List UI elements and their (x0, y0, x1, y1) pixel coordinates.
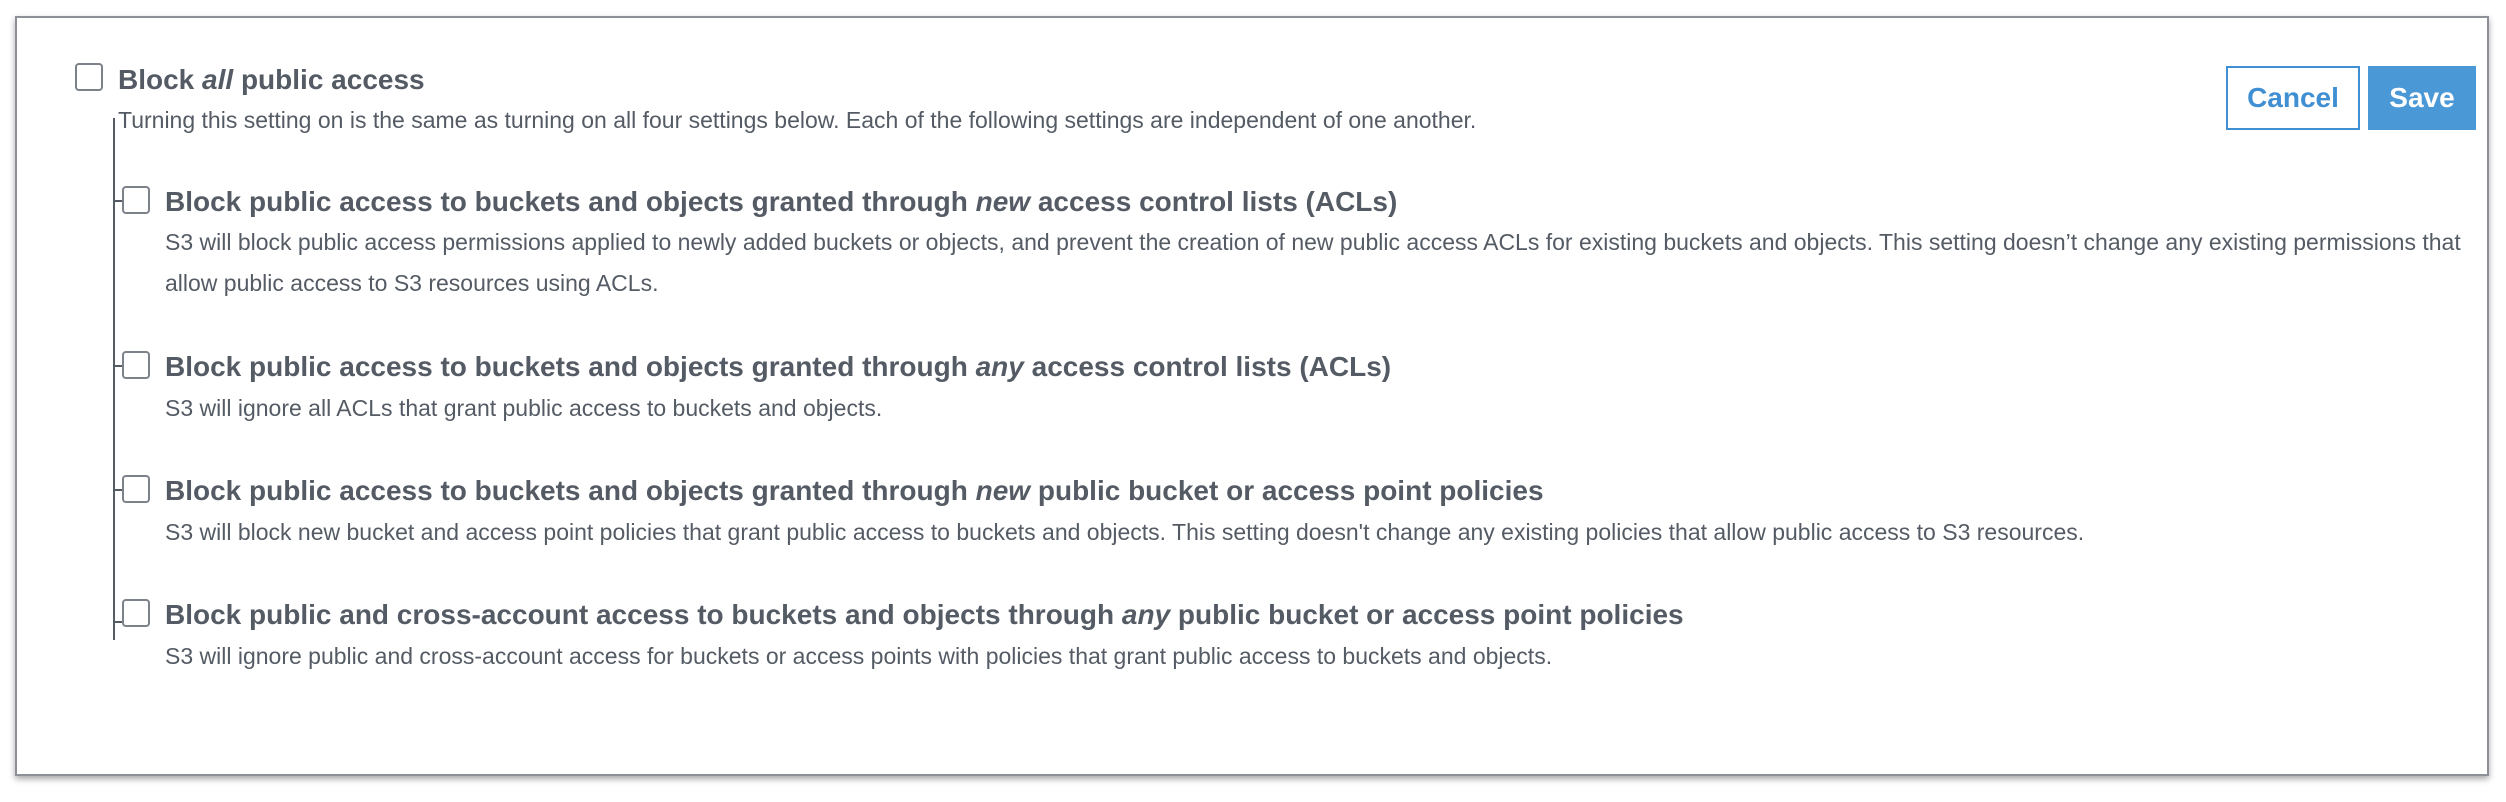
title-emphasis: new (975, 186, 1031, 217)
title-text: public bucket or access point policies (1030, 475, 1544, 506)
cancel-button[interactable]: Cancel (2226, 66, 2360, 130)
title-emphasis: any (975, 351, 1024, 382)
block-new-acls-description: S3 will block public access permissions applied to newly added buckets or objects, and prevent the creation of new public access ACLs for existing buckets and objects. This setting doesn’t change any existing permissions that allow public access to S3 resources using ACLs. (165, 229, 2461, 296)
title-text: Block public access to buckets and objects granted through (165, 475, 976, 506)
block-any-acls-checkbox[interactable] (122, 351, 150, 379)
block-any-policies-description: S3 will ignore public and cross-account access for buckets or access points with policies that grant public access to buckets and objects. (165, 643, 1553, 669)
block-all-public-access-description: Turning this setting on is the same as turning on all four settings below. Each of the following settings are independent of one another. (118, 107, 1477, 133)
block-new-policies-title (165, 474, 1544, 508)
title-text: Block (118, 64, 203, 95)
title-text: Block public access to buckets and objects granted through (165, 186, 976, 217)
title-text: public access (233, 64, 425, 95)
block-new-acls-checkbox[interactable] (122, 186, 150, 214)
block-all-public-access-checkbox[interactable] (75, 63, 103, 91)
tree-connector-line (113, 118, 115, 640)
block-new-policies-description: S3 will block new bucket and access point policies that grant public access to buckets and objects. This setting doesn't change any existing policies that allow public access to S3 resources. (165, 519, 2085, 545)
title-emphasis: new (975, 475, 1031, 506)
block-all-public-access-title (118, 63, 425, 97)
block-any-acls-title (165, 350, 1391, 384)
title-emphasis: all (202, 64, 234, 95)
title-text: public bucket or access point policies (1170, 599, 1684, 630)
block-public-access-panel (15, 16, 2489, 776)
title-emphasis: any (1121, 599, 1171, 630)
save-button[interactable]: Save (2368, 66, 2476, 130)
title-text: access control lists (ACLs) (1023, 351, 1392, 382)
title-text: access control lists (ACLs) (1030, 186, 1398, 217)
block-any-policies-title (165, 598, 1684, 632)
block-any-acls-description: S3 will ignore all ACLs that grant public access to buckets and objects. (165, 395, 883, 421)
title-text: Block public access to buckets and objects granted through (165, 351, 976, 382)
block-new-policies-checkbox[interactable] (122, 475, 150, 503)
title-text: Block public and cross-account access to buckets and objects through (165, 599, 1122, 630)
block-new-acls-title (165, 185, 1397, 219)
block-any-policies-checkbox[interactable] (122, 599, 150, 627)
